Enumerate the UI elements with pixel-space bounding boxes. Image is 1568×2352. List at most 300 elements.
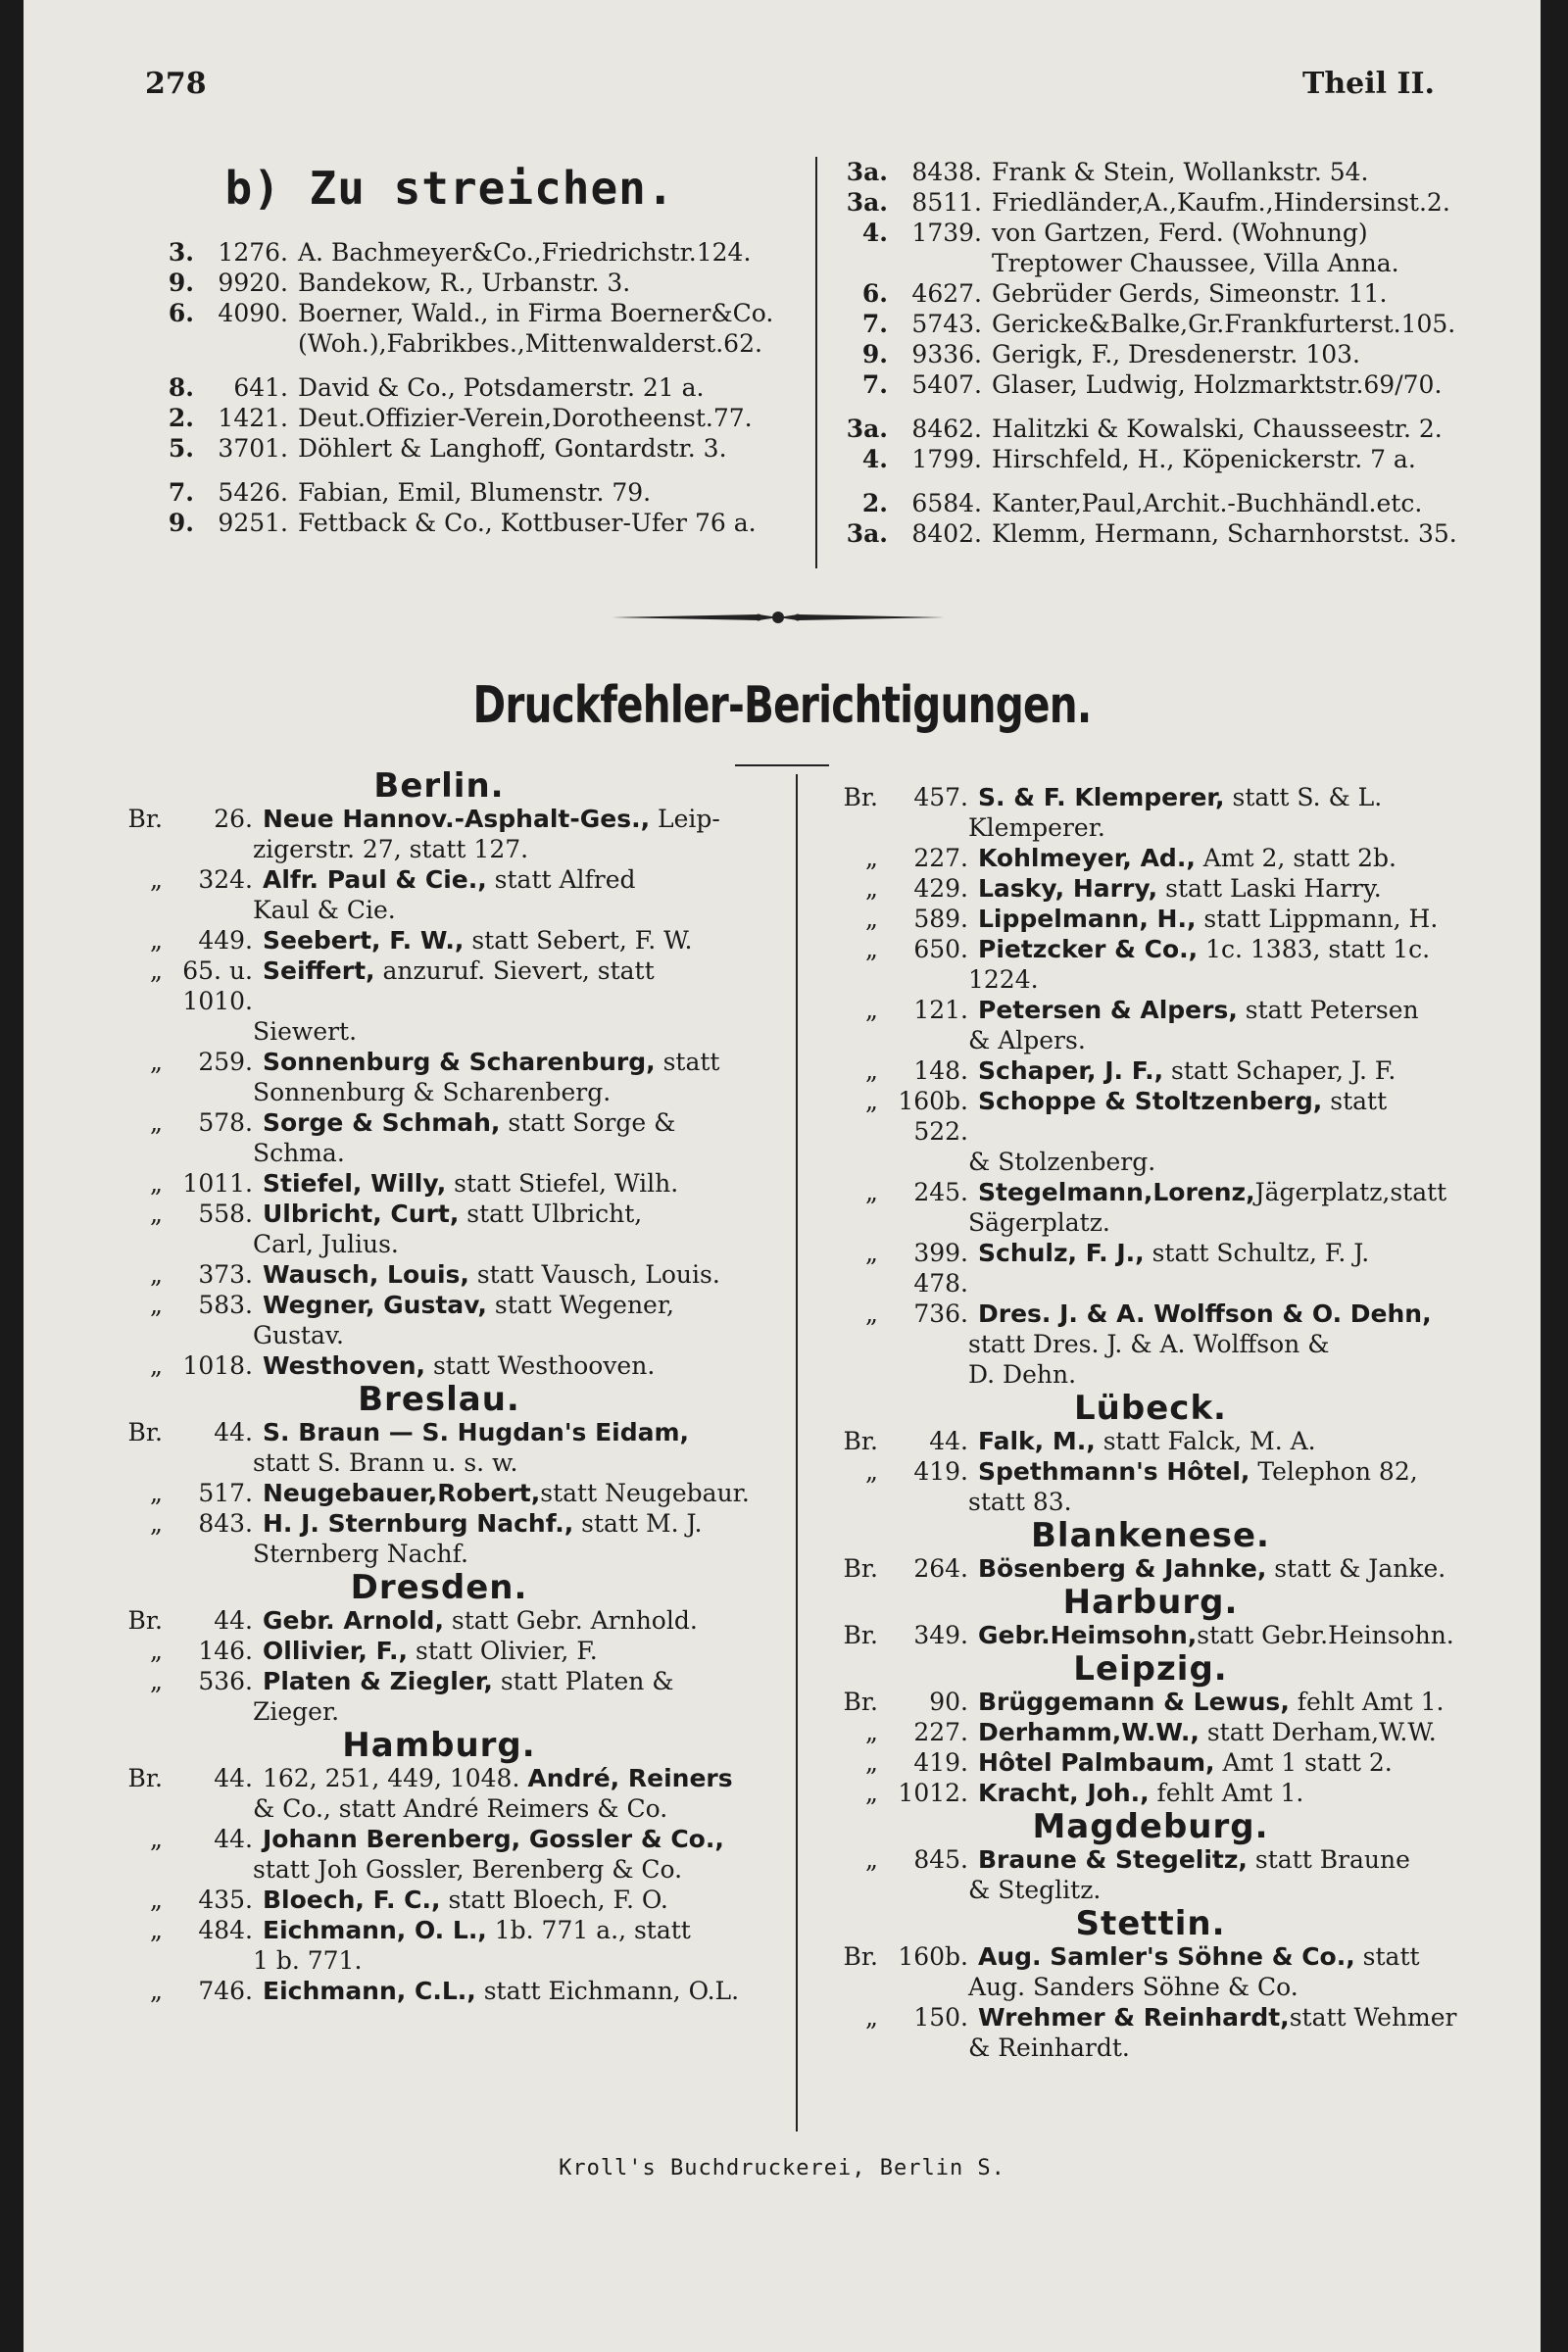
entry-text [978, 2002, 1494, 2033]
correction-text: statt Stiefel, Wilh. [446, 1169, 679, 1198]
entry-text: Klemm, Hermann, Scharnhorstst. 35. [992, 519, 1457, 548]
entry-mark: „ [865, 1299, 878, 1328]
entry-mark: „ [865, 844, 878, 872]
entry-mark: Br. [127, 1764, 163, 1792]
firm-name: André, Reiners [527, 1764, 733, 1792]
firm-name: S. & F. Klemperer, [978, 783, 1225, 811]
entry-text [978, 995, 1494, 1025]
firm-name: Lasky, Harry, [978, 874, 1158, 903]
entry-number: 1739. [911, 219, 982, 247]
entry-exchange-label: 6. [168, 299, 194, 327]
entry-exchange-label: 3a. [846, 519, 888, 548]
entry-text: Boerner, Wald., in Firma Boerner&Co. [298, 299, 774, 327]
entry-number: 8402. [911, 519, 982, 548]
entry-number: 399. 478. [913, 1239, 968, 1298]
entry-number: 349. [913, 1621, 968, 1649]
correction-text: statt Gebr.Heinsohn. [1197, 1621, 1454, 1649]
correction-text: statt Schultz, F. J. [1144, 1239, 1370, 1267]
correction-text: statt & Janke. [1266, 1554, 1446, 1583]
spacer [131, 328, 200, 359]
entry-text [263, 1508, 786, 1539]
entry-mark: „ [150, 1886, 163, 1914]
firm-name: Falk, M., [978, 1427, 1096, 1455]
entry-exchange-label: 2. [168, 404, 194, 432]
entry-exchange-label: 3. [168, 238, 194, 267]
city-heading: Berlin. [373, 766, 505, 806]
entry-continuation: statt 83. [968, 1488, 1072, 1516]
correction-entry [92, 804, 786, 834]
entry-number: 8511. [911, 188, 982, 217]
correction-entry [92, 1417, 786, 1447]
correction-text: statt Eichmann, O.L. [475, 1977, 740, 2005]
correction-entry [808, 1055, 1494, 1086]
correction-entry [92, 1168, 786, 1199]
entry-continuation: & Steglitz. [968, 1876, 1102, 1904]
corrections-left-column [92, 767, 786, 2006]
entry-number: 589. [913, 905, 968, 933]
entry-text: Glaser, Ludwig, Holzmarktstr.69/70. [992, 370, 1443, 399]
firm-name: Hôtel Palmbaum, [978, 1748, 1215, 1777]
entry-mark: „ [865, 1845, 878, 1874]
correction-entry [808, 1177, 1494, 1207]
entry-number: 536. [198, 1667, 253, 1695]
entry-text [978, 1620, 1494, 1650]
deletion-entry [825, 278, 1501, 309]
correction-entry [92, 1259, 786, 1290]
entry-text [263, 1350, 786, 1381]
entry-exchange-label: 4. [861, 219, 888, 247]
entry-exchange-label: 7. [861, 310, 888, 338]
firm-name: Ollivier, F., [263, 1637, 409, 1665]
firm-name: Schulz, F. J., [978, 1239, 1145, 1267]
correction-text: statt Schaper, J. F. [1163, 1056, 1396, 1085]
entry-continuation: Siewert. [253, 1017, 358, 1046]
entry-number: 90. [929, 1688, 968, 1716]
entry-number: 429. [913, 874, 968, 903]
entry-text [978, 1456, 1494, 1487]
correction-text: statt Wehmer [1289, 2003, 1457, 2032]
ornamental-rule [612, 610, 945, 625]
deletion-entry [825, 444, 1501, 474]
deletion-entry [825, 157, 1501, 187]
entry-mark: „ [865, 1239, 878, 1267]
entry-mark: „ [150, 1667, 163, 1695]
document-page [24, 0, 1541, 2352]
entry-text [978, 873, 1494, 904]
entry-number: 5743. [911, 310, 982, 338]
firm-name: Kracht, Joh., [978, 1779, 1150, 1807]
correction-entry [92, 956, 786, 1016]
printer-imprint: Kroll's Buchdruckerei, Berlin S. [559, 2156, 1005, 2180]
firm-name: Johann Berenberg, Gossler & Co., [263, 1825, 724, 1853]
correction-text: statt Gebr. Arnhold. [443, 1606, 698, 1635]
entry-exchange-label: 2. [861, 489, 888, 517]
entry-text [263, 956, 786, 1016]
entry-number: 160b. [898, 1942, 968, 1971]
spacer [894, 248, 992, 278]
firm-name: Spethmann's Hôtel, [978, 1457, 1250, 1486]
firm-name: Schoppe & Stoltzenberg, [978, 1087, 1323, 1115]
entry-exchange-label: 9. [168, 509, 194, 537]
correction-entry [808, 1298, 1494, 1329]
correction-text: fehlt Amt 1. [1149, 1779, 1304, 1807]
firm-name: H. J. Sternburg Nachf., [263, 1509, 574, 1538]
entry-continuation: & Co., statt André Reimers & Co. [253, 1794, 668, 1823]
correction-entry [808, 1941, 1494, 1972]
entry-number: 6584. [911, 489, 982, 517]
firm-name: Stiefel, Willy, [263, 1169, 447, 1198]
firm-name: Neue Hannov.-Asphalt-Ges., [263, 805, 651, 833]
entry-number: 583. [198, 1291, 253, 1319]
entry-text [978, 1687, 1494, 1717]
entry-text [263, 1976, 786, 2006]
entry-number: 484. [198, 1916, 253, 1944]
entry-text [263, 1915, 786, 1945]
correction-text: statt Westhooven. [425, 1351, 656, 1380]
entry-text: Gericke&Balke,Gr.Frankfurterst.105. [992, 310, 1456, 338]
entry-mark: Br. [843, 1427, 878, 1455]
entry-exchange-label: 7. [168, 478, 194, 507]
entry-text: Kanter,Paul,Archit.-Buchhändl.etc. [992, 489, 1423, 517]
deletion-entry [131, 268, 808, 298]
firm-name: Sorge & Schmah, [263, 1108, 501, 1137]
correction-entry [808, 995, 1494, 1025]
entry-number: 160b. 522. [898, 1087, 968, 1146]
entry-number: 5407. [911, 370, 982, 399]
correction-text: statt Platen & [492, 1667, 674, 1695]
correction-entry [808, 782, 1494, 812]
corrections-right-column [808, 782, 1494, 2063]
firm-name: Lippelmann, H., [978, 905, 1197, 933]
correction-entry [808, 1620, 1494, 1650]
entry-number: 449. [198, 926, 253, 955]
correction-entry [808, 1456, 1494, 1487]
firm-name: Sonnenburg & Scharenburg, [263, 1048, 656, 1076]
city-heading: Leipzig. [1073, 1649, 1228, 1689]
correction-entry [808, 2002, 1494, 2033]
entry-number: 44. [214, 1764, 253, 1792]
correction-entry [92, 925, 786, 956]
deletion-entry [825, 369, 1501, 400]
entry-text: Friedländer,A.,Kaufm.,Hindersinst.2. [992, 188, 1450, 217]
entry-exchange-label: 9. [168, 269, 194, 297]
entry-text [263, 1199, 786, 1229]
entry-text [978, 1844, 1494, 1875]
entry-text: Halitzki & Kowalski, Chausseestr. 2. [992, 415, 1443, 443]
deletion-entry [131, 477, 808, 508]
entry-text [978, 904, 1494, 934]
correction-text: statt Vausch, Louis. [468, 1260, 720, 1289]
correction-entry [808, 1553, 1494, 1584]
entry-text [978, 1426, 1494, 1456]
deletion-entry [131, 372, 808, 403]
spacer [131, 359, 808, 372]
correction-text: statt [655, 1048, 720, 1076]
entry-text: Fabian, Emil, Blumenstr. 79. [298, 478, 652, 507]
deletion-entry [825, 414, 1501, 444]
entry-number: 65. u. 1010. [182, 956, 253, 1015]
spacer [200, 328, 298, 359]
correction-entry [808, 1238, 1494, 1298]
correction-text: Amt 2, statt 2b. [1195, 844, 1397, 872]
entry-continuation: zigerstr. 27, statt 127. [253, 835, 529, 863]
correction-text: statt M. J. [573, 1509, 703, 1538]
entry-mark: „ [150, 1169, 163, 1198]
entry-number: 44. [214, 1606, 253, 1635]
entry-number: 845. [913, 1845, 968, 1874]
deletions-left-column [131, 237, 808, 538]
correction-text: statt Olivier, F. [408, 1637, 598, 1665]
correction-entry [92, 1478, 786, 1508]
entry-mark: „ [150, 1637, 163, 1665]
entry-mark: „ [865, 1779, 878, 1807]
entry-number: 650. [913, 935, 968, 963]
spacer [825, 474, 1501, 488]
column-divider-top [815, 157, 817, 568]
deletion-entry [825, 339, 1501, 369]
correction-entry [92, 864, 786, 895]
entry-number: 435. [198, 1886, 253, 1914]
entry-text [263, 1478, 786, 1508]
entry-text: A. Bachmeyer&Co.,Friedrichstr.124. [298, 238, 752, 267]
entry-continuation: Klemperer. [968, 813, 1105, 842]
entry-text: Döhlert & Langhoff, Gontardstr. 3. [298, 434, 727, 463]
entry-mark: „ [150, 926, 163, 955]
entry-number: 419. [913, 1748, 968, 1777]
correction-text: Jägerplatz,statt [1254, 1178, 1447, 1206]
entry-mark: Br. [843, 1621, 878, 1649]
entry-number: 26. [214, 805, 253, 833]
entry-text [263, 1885, 786, 1915]
correction-entry [92, 1885, 786, 1915]
entry-mark: Br. [843, 1942, 878, 1971]
entry-mark: „ [150, 1916, 163, 1944]
entry-mark: „ [865, 1748, 878, 1777]
correction-text: Amt 1 statt 2. [1214, 1748, 1393, 1777]
entry-text: Frank & Stein, Wollankstr. 54. [992, 158, 1369, 186]
deletion-entry [131, 433, 808, 464]
entry-number: 44. [929, 1427, 968, 1455]
firm-name: Gebr.Heimsohn, [978, 1621, 1198, 1649]
entry-number: 746. [198, 1977, 253, 2005]
firm-name: Wausch, Louis, [263, 1260, 469, 1289]
entry-mark: „ [150, 1260, 163, 1289]
entry-exchange-label: 3a. [846, 188, 888, 217]
entry-number: 9251. [218, 509, 288, 537]
entry-text [263, 925, 786, 956]
firm-name: Gebr. Arnold, [263, 1606, 444, 1635]
correction-entry [92, 1508, 786, 1539]
entry-mark: „ [865, 1457, 878, 1486]
entry-text [263, 1107, 786, 1138]
entry-continuation: 1224. [968, 965, 1039, 994]
entry-mark: Br. [843, 783, 878, 811]
entry-mark: „ [865, 905, 878, 933]
correction-text: statt Sorge & [500, 1108, 676, 1137]
entry-mark: „ [865, 1718, 878, 1746]
entry-text [263, 1605, 786, 1636]
entry-mark: „ [150, 1351, 163, 1380]
entry-number: 373. [198, 1260, 253, 1289]
entry-number: 641. [233, 373, 288, 402]
firm-name: Petersen & Alpers, [978, 996, 1238, 1024]
entry-number: 8462. [911, 415, 982, 443]
entry-number: 324. [198, 865, 253, 894]
entry-text [978, 1177, 1494, 1207]
entry-text: David & Co., Potsdamerstr. 21 a. [298, 373, 705, 402]
entry-text: Deut.Offizier-Verein,Dorotheenst.77. [298, 404, 753, 432]
firm-name: Aug. Samler's Söhne & Co., [978, 1942, 1355, 1971]
entry-text: Treptower Chaussee, Villa Anna. [992, 249, 1399, 277]
entry-text [978, 1086, 1494, 1147]
firm-name: S. Braun — S. Hugdan's Eidam, [263, 1418, 690, 1446]
city-heading: Stettin. [1075, 1904, 1226, 1943]
firm-name: Wegner, Gustav, [263, 1291, 487, 1319]
entry-number: 44. [214, 1825, 253, 1853]
city-heading: Breslau. [358, 1380, 520, 1419]
entry-text [263, 1259, 786, 1290]
entry-continuation: & Reinhardt. [968, 2034, 1130, 2062]
deletion-entry [131, 298, 808, 328]
entry-number: 8438. [911, 158, 982, 186]
deletion-entry [825, 488, 1501, 518]
entry-mark: „ [150, 1509, 163, 1538]
entry-mark: „ [150, 1825, 163, 1853]
section-b-title: b) Zu streichen. [224, 162, 675, 215]
entry-text: Hirschfeld, H., Köpenickerstr. 7 a. [992, 445, 1416, 473]
corrections-title: Druckfehler-Berichtigungen. [472, 676, 1092, 735]
city-heading: Magdeburg. [1032, 1807, 1269, 1846]
entry-number: 245. [913, 1178, 968, 1206]
entry-text [978, 1717, 1494, 1747]
entry-text [263, 1417, 786, 1447]
correction-text: statt Wegener, [486, 1291, 674, 1319]
entry-mark: Br. [127, 1418, 163, 1446]
city-heading: Lübeck. [1074, 1389, 1227, 1428]
entry-number: 1421. [218, 404, 288, 432]
entry-text [263, 1047, 786, 1077]
correction-entry [808, 873, 1494, 904]
firm-name: Pietzcker & Co., [978, 935, 1199, 963]
correction-text: statt Petersen [1237, 996, 1419, 1024]
entry-continuation: Sonnenburg & Scharenberg. [253, 1078, 612, 1106]
entry-text [978, 782, 1494, 812]
entry-number: 1276. [218, 238, 288, 267]
entry-number: 3701. [218, 434, 288, 463]
entry-exchange-label: 3a. [846, 415, 888, 443]
correction-text: statt Alfred [486, 865, 636, 894]
entry-mark: „ [865, 996, 878, 1024]
entry-exchange-label: 6. [861, 279, 888, 308]
correction-entry [808, 1778, 1494, 1808]
city-heading: Dresden. [350, 1568, 528, 1607]
entry-number: 457. [913, 783, 968, 811]
part-label: Theil II. [1302, 67, 1435, 101]
entry-text [263, 1290, 786, 1320]
entry-mark: „ [865, 1087, 878, 1115]
correction-entry [92, 1763, 786, 1793]
entry-mark: „ [150, 1048, 163, 1076]
entry-number: 843. [198, 1509, 253, 1538]
correction-entry [92, 1976, 786, 2006]
entry-continuation: Schma. [253, 1139, 345, 1167]
spacer [825, 400, 1501, 414]
entry-text [978, 843, 1494, 873]
entry-mark: Br. [127, 1606, 163, 1635]
entry-continuation: Sägerplatz. [968, 1208, 1110, 1237]
correction-text: anzuruf. Sievert, statt [374, 956, 655, 985]
entry-text: Bandekow, R., Urbanstr. 3. [298, 269, 631, 297]
entry-mark: Br. [843, 1554, 878, 1583]
firm-name: Platen & Ziegler, [263, 1667, 493, 1695]
spacer [825, 248, 894, 278]
correction-text: statt [1322, 1087, 1388, 1115]
correction-entry [92, 1107, 786, 1138]
correction-text: statt Falck, M. A. [1095, 1427, 1316, 1455]
correction-text: statt Sebert, F. W. [464, 926, 693, 955]
correction-entry [808, 1717, 1494, 1747]
entry-number: 1799. [911, 445, 982, 473]
firm-name: Stegelmann,Lorenz, [978, 1178, 1255, 1206]
entry-continuation: & Stolzenberg. [968, 1148, 1156, 1176]
deletion-entry [825, 248, 1501, 278]
entry-number: 227. [913, 1718, 968, 1746]
city-heading: Harburg. [1062, 1583, 1239, 1622]
firm-name: Derhamm,W.W., [978, 1718, 1200, 1746]
entry-number: 419. [913, 1457, 968, 1486]
entry-text [263, 864, 786, 895]
entry-number: 227. [913, 844, 968, 872]
deletion-entry [131, 328, 808, 359]
firm-name: Ulbricht, Curt, [263, 1200, 460, 1228]
correction-entry [92, 1605, 786, 1636]
firm-name: Eichmann, C.L., [263, 1977, 476, 2005]
firm-name: Eichmann, O. L., [263, 1916, 487, 1944]
entry-text [263, 804, 786, 834]
entry-number: 150. [913, 2003, 968, 2032]
entry-number: 517. [198, 1479, 253, 1507]
firm-name: Neugebauer,Robert, [263, 1479, 541, 1507]
entry-number: 146. [198, 1637, 253, 1665]
entry-continuation: & Alpers. [968, 1026, 1086, 1054]
entry-mark: „ [150, 1479, 163, 1507]
entry-text: Gerigk, F., Dresdenerstr. 103. [992, 340, 1360, 368]
correction-entry [808, 1747, 1494, 1778]
correction-text: Telephon 82, [1250, 1457, 1418, 1486]
entry-text [978, 1941, 1494, 1972]
entry-mark: „ [865, 874, 878, 903]
correction-entry [808, 1687, 1494, 1717]
entry-mark: „ [150, 1108, 163, 1137]
correction-entry [808, 1844, 1494, 1875]
entry-continuation: statt Joh Gossler, Berenberg & Co. [253, 1855, 683, 1884]
deletion-entry [131, 237, 808, 268]
firm-name: Bloech, F. C., [263, 1886, 441, 1914]
firm-name: Seebert, F. W., [263, 926, 465, 955]
entry-mark: „ [150, 956, 163, 985]
firm-name: Braune & Stegelitz, [978, 1845, 1248, 1874]
deletions-right-column [825, 157, 1501, 549]
correction-entry [92, 1915, 786, 1945]
entry-text [978, 934, 1494, 964]
correction-entry [92, 1290, 786, 1320]
firm-name: Kohlmeyer, Ad., [978, 844, 1196, 872]
entry-number: 264. [913, 1554, 968, 1583]
page-number: 278 [145, 67, 207, 101]
entry-number: 1012. [898, 1779, 968, 1807]
firm-name: Westhoven, [263, 1351, 425, 1380]
deletion-entry [131, 508, 808, 538]
